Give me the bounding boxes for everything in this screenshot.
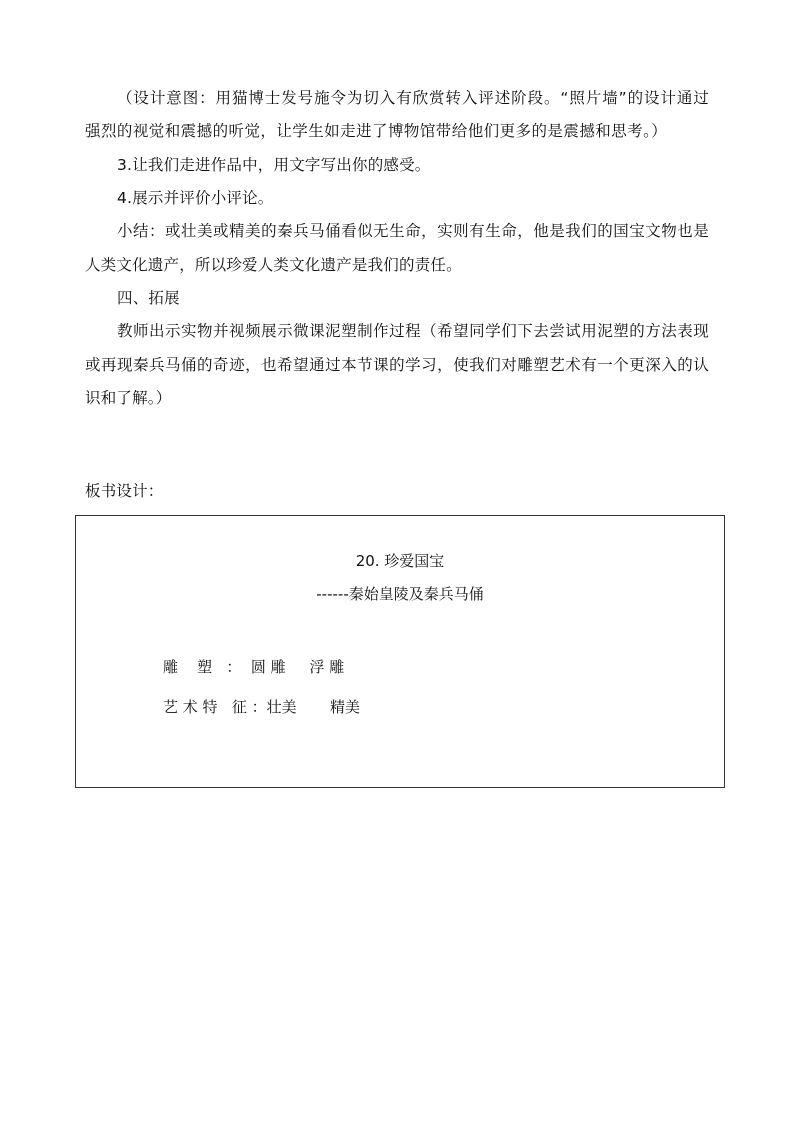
- extension-line-3: 识和了解。）: [85, 389, 172, 407]
- summary-line-1: 小结：或壮美或精美的秦兵马俑看似无生命，实则有生命，他是我们的国宝文物也是: [117, 222, 709, 240]
- extension-line-2: 或再现秦兵马俑的奇迹，也希望通过本节课的学习，使我们对雕塑艺术有一个更深入的认: [85, 356, 709, 374]
- design-intent-line-2: 强烈的视觉和震撼的听觉，让学生如走进了博物馆带给他们更多的是震撼和思考。）: [85, 122, 667, 140]
- summary-line-2: 人类文化遗产，所以珍爱人类文化遗产是我们的责任。: [85, 256, 462, 274]
- section-4-heading: 四、拓展: [117, 289, 180, 307]
- board-design-label: 板书设计：: [85, 482, 164, 500]
- board-design-box: [75, 515, 725, 788]
- extension-line-1: 教师出示实物并视频展示微课泥塑制作过程（希望同学们下去尝试用泥塑的方法表现: [117, 322, 709, 340]
- step-4-text: 4.展示并评价小评论。: [117, 189, 274, 207]
- board-row-sculpture-types: 雕 塑 ： 圆 雕 浮 雕: [163, 658, 345, 676]
- design-intent-line-1: （设计意图：用猫博士发号施令为切入有欣赏转入评述阶段。“照片墙”的设计通过: [117, 89, 709, 107]
- step-3-text: 3.让我们走进作品中，用文字写出你的感受。: [117, 156, 431, 174]
- board-row-art-features: 艺 术 特 征 ：壮美 精美: [163, 698, 360, 716]
- board-title: 20. 珍爱国宝: [355, 552, 445, 570]
- board-subtitle: ------秦始皇陵及秦兵马俑: [316, 585, 484, 603]
